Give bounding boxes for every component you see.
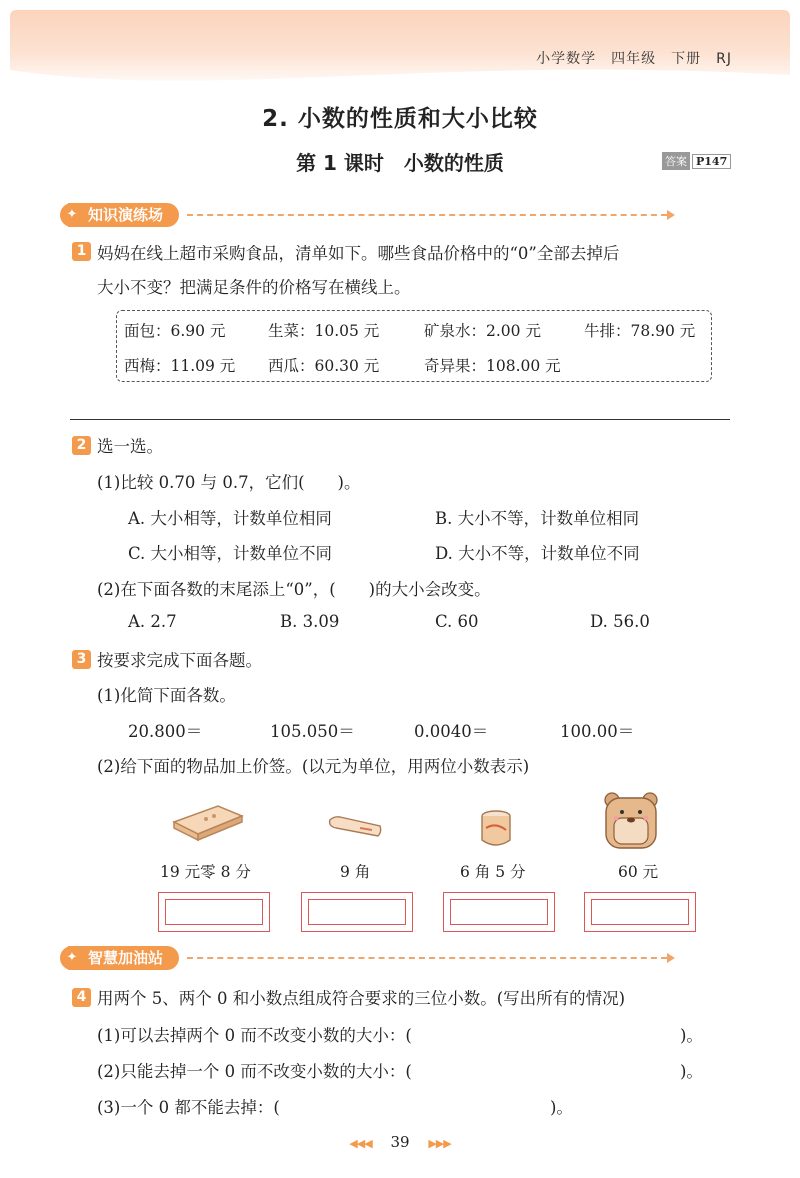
eraser-icon — [326, 812, 384, 842]
q4-part3-close: )。 — [550, 1098, 573, 1117]
q4-stem: 用两个 5、两个 0 和小数点组成符合要求的三位小数。(写出所有的情况) — [97, 989, 626, 1008]
option-c[interactable]: C. 60 — [435, 612, 479, 631]
question-number: 3 — [72, 650, 91, 669]
section-dash — [187, 214, 667, 216]
price-item: 面包：6.90 元 — [124, 322, 226, 340]
simplify-item[interactable]: 100.00＝ — [560, 722, 635, 741]
option-a[interactable]: A. 大小相等，计数单位相同 — [128, 509, 332, 528]
item-label: 19 元零 8 分 — [160, 863, 251, 881]
lesson-title: 第 1 课时 小数的性质 — [296, 151, 504, 175]
q4-part3: (3)一个 0 都不能去掉：( — [97, 1098, 280, 1117]
price-item: 矿泉水：2.00 元 — [424, 322, 541, 340]
chapter-title: 2. 小数的性质和大小比较 — [262, 106, 538, 132]
option-b[interactable]: B. 大小不等，计数单位相同 — [435, 509, 640, 528]
price-item: 生菜：10.05 元 — [268, 322, 380, 340]
question-number: 2 — [72, 436, 91, 455]
price-tag-box[interactable] — [301, 892, 413, 932]
price-item: 西瓜：60.30 元 — [268, 357, 380, 375]
section-badge — [68, 946, 179, 970]
arrow-icon — [667, 210, 675, 220]
right-arrows-icon: ▶▶▶ — [428, 1137, 451, 1150]
star-icon: ✦ — [60, 203, 84, 227]
q4-part1: (1)可以去掉两个 0 而不改变小数的大小：( — [97, 1026, 412, 1045]
q4-part2-close: )。 — [680, 1062, 703, 1081]
q1-text-line1: 妈妈在线上超市采购食品，清单如下。哪些食品价格中的“0”全部去掉后 — [97, 244, 620, 263]
option-c[interactable]: C. 大小相等，计数单位不同 — [128, 544, 333, 563]
q3-stem: 按要求完成下面各题。 — [97, 651, 262, 670]
simplify-item[interactable]: 20.800＝ — [128, 722, 203, 741]
q4-part2: (2)只能去掉一个 0 而不改变小数的大小：( — [97, 1062, 412, 1081]
option-d[interactable]: D. 56.0 — [590, 612, 650, 631]
q2-part1: (1)比较 0.70 与 0.7，它们( )。 — [97, 473, 361, 492]
q3-part2: (2)给下面的物品加上价签。(以元为单位，用两位小数表示) — [97, 757, 530, 776]
tape-roll-icon — [478, 808, 514, 850]
left-arrows-icon: ◀◀◀ — [349, 1137, 372, 1150]
price-tag-box[interactable] — [158, 892, 270, 932]
option-b[interactable]: B. 3.09 — [280, 612, 340, 631]
section-dash — [187, 957, 667, 959]
price-tag-box[interactable] — [443, 892, 555, 932]
simplify-item[interactable]: 105.050＝ — [270, 722, 355, 741]
arrow-icon — [667, 953, 675, 963]
page-footer — [0, 1133, 800, 1151]
series-label: 小学数学 四年级 下册 RJ — [536, 51, 732, 67]
answer-tag: 答案 — [662, 152, 690, 170]
q2-stem: 选一选。 — [97, 437, 163, 456]
answer-page: P147 — [692, 154, 731, 169]
page-number: 39 — [390, 1133, 410, 1151]
question-number: 4 — [72, 988, 91, 1007]
section-title: 智慧加油站 — [88, 949, 164, 967]
item-label: 60 元 — [618, 863, 659, 881]
q4-part1-close: )。 — [680, 1026, 703, 1045]
q1-text-line2: 大小不变？把满足条件的价格写在横线上。 — [97, 278, 411, 297]
question-number: 1 — [72, 242, 91, 261]
pencil-case-icon — [170, 800, 246, 844]
answer-line[interactable] — [70, 419, 730, 420]
star-icon: ✦ — [60, 946, 84, 970]
q3-part1: (1)化简下面各数。 — [97, 686, 236, 705]
price-item: 西梅：11.09 元 — [124, 357, 236, 375]
item-label: 6 角 5 分 — [460, 863, 526, 881]
price-item: 牛排：78.90 元 — [584, 322, 696, 340]
section-practice — [68, 202, 675, 228]
section-title: 知识演练场 — [88, 206, 164, 224]
bear-backpack-icon — [596, 790, 666, 852]
answer-reference[interactable] — [662, 152, 731, 170]
q2-part2: (2)在下面各数的末尾添上“0”，( )的大小会改变。 — [97, 580, 491, 599]
price-item: 奇异果：108.00 元 — [424, 357, 561, 375]
price-tag-box[interactable] — [584, 892, 696, 932]
option-a[interactable]: A. 2.7 — [128, 612, 177, 631]
item-label: 9 角 — [340, 863, 371, 881]
section-badge — [68, 203, 179, 227]
section-challenge — [68, 945, 675, 971]
option-d[interactable]: D. 大小不等，计数单位不同 — [435, 544, 640, 563]
simplify-item[interactable]: 0.0040＝ — [414, 722, 489, 741]
